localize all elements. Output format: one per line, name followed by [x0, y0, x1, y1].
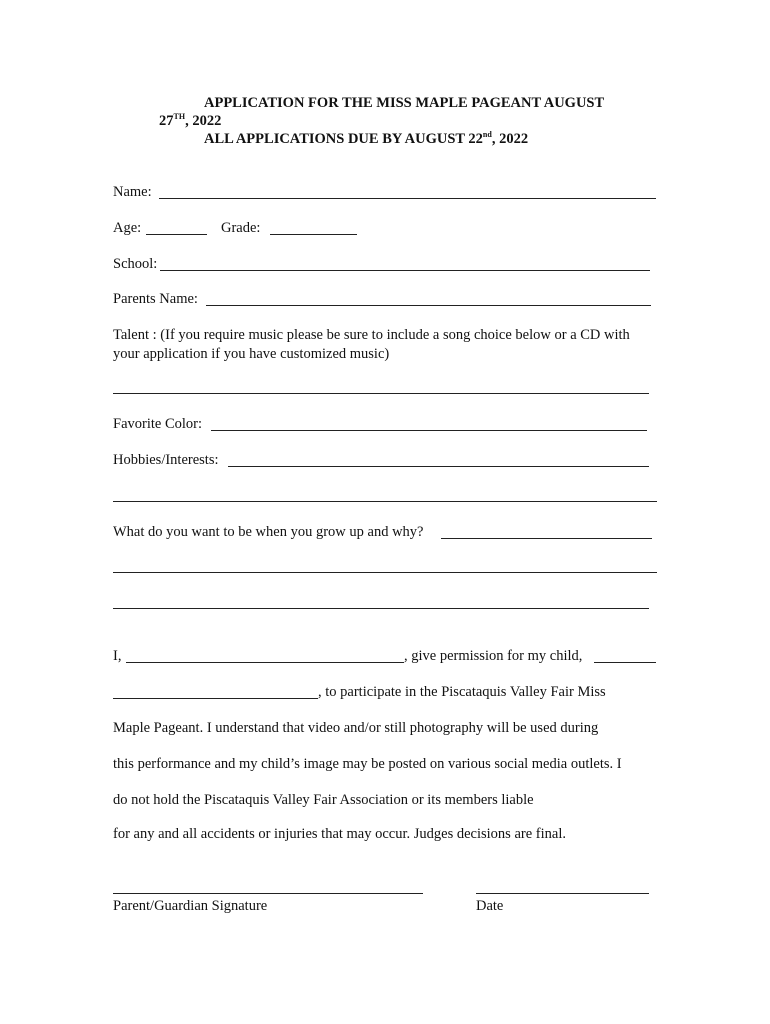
child-name-blank[interactable] [113, 698, 318, 699]
due-date-year: , 2022 [491, 131, 529, 147]
due-date-text: ALL APPLICATIONS DUE BY AUGUST 22 [204, 131, 483, 147]
hobbies-label: Hobbies/Interests: [113, 452, 219, 468]
permission-text-5: do not hold the Piscataquis Valley Fair Association or its members liable [113, 792, 534, 808]
event-date-suffix: TH [173, 112, 186, 121]
name-label: Name: [113, 184, 152, 200]
due-date-suffix: nd [482, 130, 492, 139]
child-name-blank-start[interactable] [594, 662, 656, 663]
date-field[interactable] [476, 893, 649, 894]
event-date-year: , 2022 [185, 113, 222, 129]
permission-participate: , to participate in the Piscataquis Valley Fair Miss [318, 684, 606, 700]
parents-name-field[interactable] [206, 305, 651, 306]
name-field[interactable] [159, 198, 656, 199]
grade-field[interactable] [270, 234, 357, 235]
parents-name-label: Parents Name: [113, 291, 198, 307]
talent-field[interactable] [113, 393, 649, 394]
school-field[interactable] [160, 270, 650, 271]
favorite-color-label: Favorite Color: [113, 416, 203, 432]
favorite-color-field[interactable] [211, 430, 647, 431]
permission-middle: , give permission for my child, [404, 648, 583, 664]
permission-text-4: this performance and my child’s image may be posted on various social media outlets. I [113, 756, 622, 772]
parent-name-blank[interactable] [126, 662, 404, 663]
parent-signature-label: Parent/Guardian Signature [113, 898, 268, 914]
talent-instructions: your application if you have customized music) [113, 346, 390, 362]
hobbies-field[interactable] [228, 466, 649, 467]
talent-label: Talent : (If you require music please be sure to include a song choice below or a CD with [113, 327, 630, 343]
permission-text-6: for any and all accidents or injuries that may occur. Judges decisions are final. [113, 826, 566, 842]
hobbies-field-continued[interactable] [113, 501, 657, 502]
permission-start: I, [113, 648, 122, 664]
grow-up-field-line-3[interactable] [113, 608, 649, 609]
date-label: Date [476, 898, 504, 914]
age-label: Age: [113, 220, 142, 236]
grow-up-field-line-2[interactable] [113, 572, 657, 573]
grow-up-question: What do you want to be when you grow up and why? [113, 524, 424, 540]
event-date [159, 112, 221, 130]
grade-label: Grade: [221, 220, 261, 236]
school-label: School: [113, 256, 158, 272]
permission-text-3: Maple Pageant. I understand that video and/or still photography will be used during [113, 720, 599, 736]
event-date-day: 27 [159, 113, 174, 129]
parent-signature-field[interactable] [113, 893, 423, 894]
due-date-notice [204, 130, 528, 148]
age-field[interactable] [146, 234, 207, 235]
grow-up-field[interactable] [441, 538, 652, 539]
form-title: APPLICATION FOR THE MISS MAPLE PAGEANT AUGUST [204, 95, 605, 111]
